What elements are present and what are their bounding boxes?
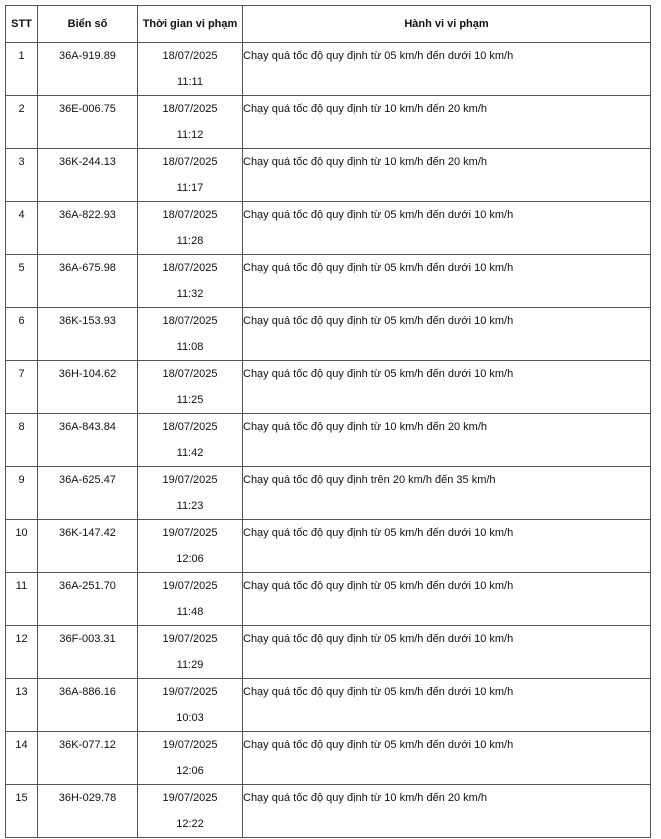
table-row: [6, 149, 651, 202]
date-value: 19/07/2025: [162, 580, 218, 592]
stt-value: 9: [18, 474, 25, 486]
violation-text: Chạy quá tốc độ quy định từ 10 km/h đến 20 km/h: [243, 792, 488, 804]
date-value: 18/07/2025: [162, 209, 218, 221]
cell-violation: [243, 679, 651, 732]
cell-plate: [38, 96, 138, 149]
cell-violation: [243, 732, 651, 785]
cell-time: [138, 43, 243, 96]
header-stt: STT: [6, 6, 38, 43]
date-value: 18/07/2025: [162, 156, 218, 168]
cell-violation: [243, 414, 651, 467]
cell-violation: [243, 308, 651, 361]
plate-value: 36A-625.47: [59, 474, 116, 486]
plate-value: 36K-077.12: [59, 739, 116, 751]
stt-value: 14: [15, 739, 28, 751]
table-row: [6, 785, 651, 838]
date-value: 18/07/2025: [162, 315, 218, 327]
violation-text: Chạy quá tốc độ quy định từ 05 km/h đến dưới 10 km/h: [243, 686, 514, 698]
cell-plate: [38, 626, 138, 679]
plate-value: 36A-919.89: [59, 50, 116, 62]
header-plate: Biển số: [38, 6, 138, 43]
violation-text: Chạy quá tốc độ quy định từ 05 km/h đến dưới 10 km/h: [243, 633, 514, 645]
date-value: 19/07/2025: [162, 527, 218, 539]
table-row: [6, 626, 651, 679]
cell-plate: [38, 679, 138, 732]
cell-time: [138, 202, 243, 255]
plate-value: 36K-153.93: [59, 315, 116, 327]
header-violation: Hành vi vi phạm: [243, 6, 651, 43]
table-row: [6, 361, 651, 414]
cell-time: [138, 573, 243, 626]
cell-violation: [243, 785, 651, 838]
time-value: 12:06: [176, 553, 204, 565]
table-row: [6, 308, 651, 361]
cell-time: [138, 732, 243, 785]
time-value: 11:25: [176, 394, 204, 406]
stt-value: 15: [15, 792, 28, 804]
table-row: [6, 255, 651, 308]
cell-time: [138, 149, 243, 202]
cell-stt: [6, 96, 38, 149]
date-value: 19/07/2025: [162, 474, 218, 486]
plate-value: 36K-244.13: [59, 156, 116, 168]
time-value: 12:22: [176, 818, 204, 830]
violation-text: Chạy quá tốc độ quy định từ 10 km/h đến 20 km/h: [243, 421, 488, 433]
date-value: 19/07/2025: [162, 633, 218, 645]
cell-time: [138, 679, 243, 732]
date-value: 19/07/2025: [162, 686, 218, 698]
stt-value: 2: [18, 103, 25, 115]
cell-time: [138, 626, 243, 679]
cell-plate: [38, 414, 138, 467]
violation-text: Chạy quá tốc độ quy định từ 05 km/h đến dưới 10 km/h: [243, 209, 514, 221]
cell-stt: [6, 255, 38, 308]
time-value: 11:28: [176, 235, 204, 247]
violation-text: Chạy quá tốc độ quy định từ 10 km/h đến 20 km/h: [243, 156, 488, 168]
cell-stt: [6, 679, 38, 732]
cell-time: [138, 785, 243, 838]
cell-plate: [38, 467, 138, 520]
stt-value: 1: [18, 50, 25, 62]
table-row: [6, 467, 651, 520]
cell-time: [138, 414, 243, 467]
date-value: 18/07/2025: [162, 421, 218, 433]
cell-violation: [243, 361, 651, 414]
stt-value: 11: [15, 580, 28, 592]
time-value: 11:48: [176, 606, 204, 618]
cell-plate: [38, 785, 138, 838]
violation-text: Chạy quá tốc độ quy định từ 05 km/h đến dưới 10 km/h: [243, 262, 514, 274]
cell-violation: [243, 255, 651, 308]
cell-stt: [6, 785, 38, 838]
cell-time: [138, 520, 243, 573]
header-time: Thời gian vi phạm: [138, 6, 243, 43]
table-row: [6, 573, 651, 626]
date-value: 19/07/2025: [162, 792, 218, 804]
cell-stt: [6, 626, 38, 679]
time-value: 11:42: [176, 447, 204, 459]
table-header-row: [6, 6, 651, 43]
plate-value: 36E-006.75: [59, 103, 116, 115]
cell-plate: [38, 202, 138, 255]
cell-time: [138, 467, 243, 520]
cell-plate: [38, 573, 138, 626]
cell-stt: [6, 361, 38, 414]
stt-value: 13: [15, 686, 28, 698]
stt-value: 5: [18, 262, 25, 274]
table-row: [6, 732, 651, 785]
cell-violation: [243, 96, 651, 149]
cell-violation: [243, 520, 651, 573]
violations-table: [5, 5, 651, 838]
time-value: 11:29: [176, 659, 204, 671]
cell-plate: [38, 520, 138, 573]
plate-value: 36H-104.62: [58, 368, 117, 380]
plate-value: 36K-147.42: [59, 527, 116, 539]
cell-stt: [6, 467, 38, 520]
cell-stt: [6, 43, 38, 96]
cell-plate: [38, 149, 138, 202]
table-row: [6, 202, 651, 255]
cell-stt: [6, 520, 38, 573]
cell-time: [138, 361, 243, 414]
time-value: 11:23: [176, 500, 204, 512]
cell-violation: [243, 467, 651, 520]
stt-value: 6: [18, 315, 25, 327]
stt-value: 3: [18, 156, 25, 168]
violation-text: Chạy quá tốc độ quy định từ 05 km/h đến dưới 10 km/h: [243, 527, 514, 539]
cell-time: [138, 255, 243, 308]
violation-text: Chạy quá tốc độ quy định từ 05 km/h đến dưới 10 km/h: [243, 368, 514, 380]
cell-stt: [6, 149, 38, 202]
date-value: 18/07/2025: [162, 103, 218, 115]
time-value: 11:08: [176, 341, 204, 353]
cell-violation: [243, 43, 651, 96]
cell-time: [138, 96, 243, 149]
stt-value: 4: [18, 209, 25, 221]
violation-text: Chạy quá tốc độ quy định từ 05 km/h đến dưới 10 km/h: [243, 580, 514, 592]
time-value: 11:17: [176, 182, 204, 194]
cell-stt: [6, 732, 38, 785]
table-row: [6, 96, 651, 149]
stt-value: 10: [15, 527, 28, 539]
cell-violation: [243, 626, 651, 679]
cell-violation: [243, 149, 651, 202]
plate-value: 36A-843.84: [59, 421, 116, 433]
cell-plate: [38, 43, 138, 96]
cell-stt: [6, 573, 38, 626]
plate-value: 36A-675.98: [59, 262, 116, 274]
violation-text: Chạy quá tốc độ quy định từ 05 km/h đến dưới 10 km/h: [243, 50, 514, 62]
stt-value: 12: [15, 633, 28, 645]
stt-value: 7: [18, 368, 25, 380]
cell-time: [138, 308, 243, 361]
date-value: 19/07/2025: [162, 739, 218, 751]
date-value: 18/07/2025: [162, 368, 218, 380]
cell-stt: [6, 414, 38, 467]
cell-violation: [243, 573, 651, 626]
plate-value: 36A-251.70: [59, 580, 116, 592]
plate-value: 36A-822.93: [59, 209, 116, 221]
date-value: 18/07/2025: [162, 262, 218, 274]
time-value: 11:12: [176, 129, 204, 141]
cell-violation: [243, 202, 651, 255]
plate-value: 36F-003.31: [59, 633, 116, 645]
plate-value: 36H-029.78: [58, 792, 117, 804]
violation-text: Chạy quá tốc độ quy định từ 10 km/h đến 20 km/h: [243, 103, 488, 115]
cell-plate: [38, 732, 138, 785]
violation-text: Chạy quá tốc độ quy định trên 20 km/h đến 35 km/h: [243, 474, 496, 486]
stt-value: 8: [18, 421, 25, 433]
cell-stt: [6, 308, 38, 361]
cell-stt: [6, 202, 38, 255]
cell-plate: [38, 361, 138, 414]
cell-plate: [38, 308, 138, 361]
violation-text: Chạy quá tốc độ quy định từ 05 km/h đến dưới 10 km/h: [243, 739, 514, 751]
time-value: 12:06: [176, 765, 204, 777]
table-row: [6, 520, 651, 573]
table-row: [6, 414, 651, 467]
violation-text: Chạy quá tốc độ quy định từ 05 km/h đến dưới 10 km/h: [243, 315, 514, 327]
date-value: 18/07/2025: [162, 50, 218, 62]
table-body: [6, 43, 651, 838]
plate-value: 36A-886.16: [59, 686, 116, 698]
time-value: 10:03: [176, 712, 204, 724]
time-value: 11:11: [177, 76, 203, 88]
time-value: 11:32: [176, 288, 204, 300]
cell-plate: [38, 255, 138, 308]
table-row: [6, 679, 651, 732]
table-row: [6, 43, 651, 96]
